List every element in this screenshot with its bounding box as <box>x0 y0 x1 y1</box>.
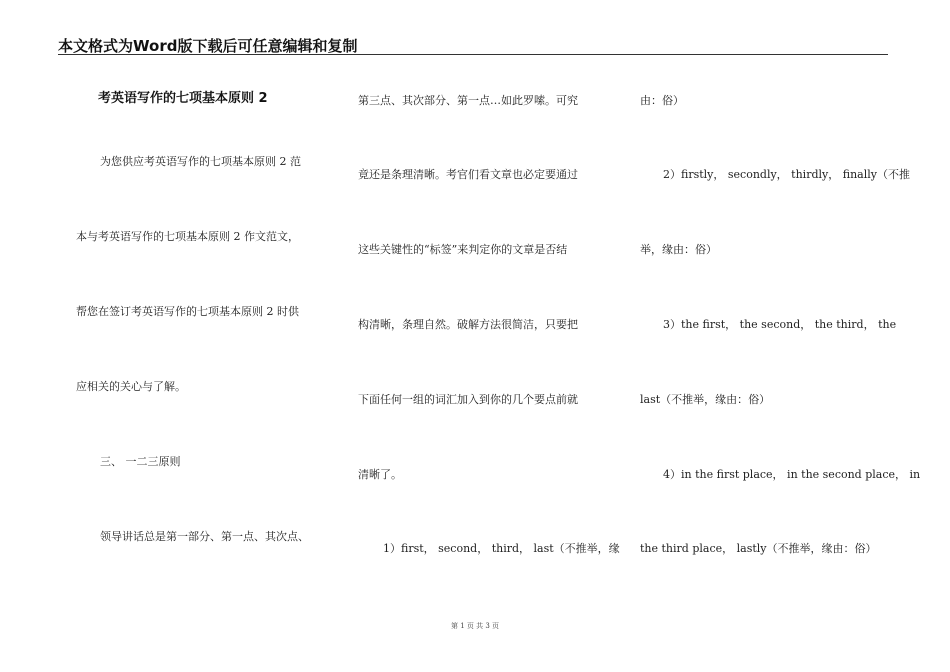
article-title: 考英语写作的七项基本原则 2 <box>98 91 268 106</box>
column-1-section-heading: 三、 一二三原则 <box>100 455 181 468</box>
column-1-line-7: 领导讲话总是第一部分、第一点、其次点、 <box>100 530 309 543</box>
column-1-line-4: 帮您在签订考英语写作的七项基本原则 2 时供 <box>76 305 299 318</box>
column-3-line-1: 由：俗） <box>640 94 684 107</box>
header-divider <box>58 54 888 55</box>
column-3-line-5: last（不推举，缘由：俗） <box>640 393 771 406</box>
column-3-line-3: 举，缘由：俗） <box>640 243 717 256</box>
column-2-line-4: 构清晰，条理自然。破解方法很简洁，只要把 <box>358 318 578 331</box>
column-3-line-7: the third place， lastly（不推举，缘由：俗） <box>640 542 877 555</box>
column-2-line-6: 清晰了。 <box>358 468 402 481</box>
document-header-title: 本文格式为Word版下载后可任意编辑和复制 <box>58 37 358 55</box>
column-1-line-5: 应相关的关心与了解。 <box>76 380 186 393</box>
column-1-line-2: 为您供应考英语写作的七项基本原则 2 范 <box>100 155 301 168</box>
column-2-line-1: 第三点、其次部分、第一点…如此罗嗦。可究 <box>358 94 578 107</box>
column-3-line-2: 2）firstly， secondly， thirdly， finally（不推 <box>663 168 910 181</box>
column-2-line-2: 竟还是条理清晰。考官们看文章也必定要通过 <box>358 168 578 181</box>
column-1-line-3: 本与考英语写作的七项基本原则 2 作文范文， <box>76 230 299 243</box>
column-3-line-4: 3）the first， the second， the third， the <box>663 318 897 331</box>
column-2-line-5: 下面任何一组的词汇加入到你的几个要点前就 <box>358 393 578 406</box>
page-number-footer: 第 1 页 共 3 页 <box>450 622 500 630</box>
column-3-line-6: 4）in the first place， in the second place， in <box>663 468 921 481</box>
column-2-line-7: 1）first， second， third， last（不推举，缘 <box>383 542 620 555</box>
column-2-line-3: 这些关键性的“标签”来判定你的文章是否结 <box>358 243 568 256</box>
